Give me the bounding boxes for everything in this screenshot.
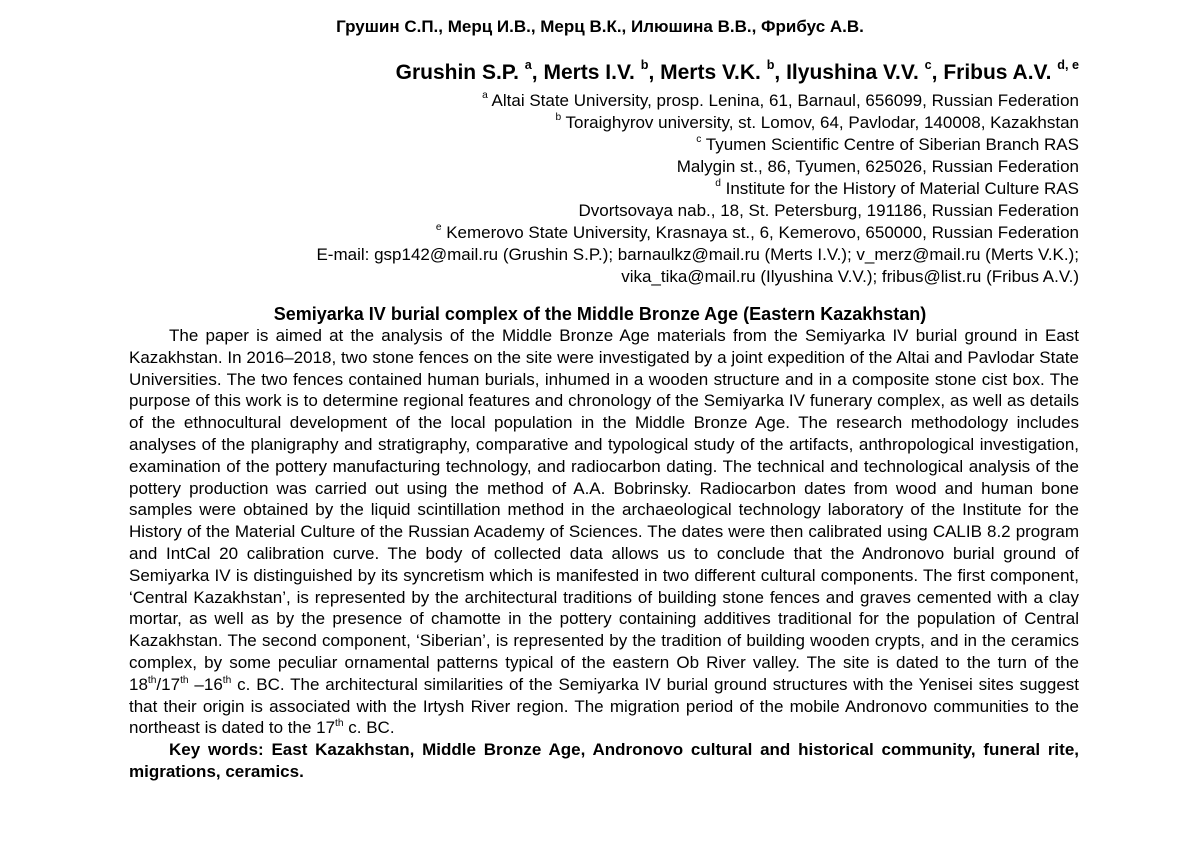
author-affiliation-mark: c [924,58,932,72]
russian-authors: Грушин С.П., Мерц И.В., Мерц В.К., Илюшина В.В., Фрибус А.В. [336,17,864,36]
abstract-text: c. BC. The architectural similarities of the Semiyarka IV burial ground structures with the Yenisei sites suggest that their origin is associated with the Irtysh River region. The migration period of the mobile Andronovo communities to the northeast is dated to the 17 [129,674,1080,738]
author-affiliation-mark: a [524,58,532,72]
affiliation-text: Toraighyrov university, st. Lomov, 64, Pavlodar, 140008, Kazakhstan [561,113,1079,132]
affiliation-text: Dvortsovaya nab., 18, St. Petersburg, 191186, Russian Federation [578,201,1079,220]
abstract-text: /17 [156,674,181,694]
affiliation-line [316,156,1079,178]
abstract-text: c. BC. [343,718,395,738]
ordinal-suffix: th [222,674,232,686]
affiliation-line [316,112,1079,134]
author-affiliation-mark: b [766,58,775,72]
affiliation-line [316,200,1079,222]
affiliation-line [316,266,1079,288]
affiliation-text: Tyumen Scientific Centre of Siberian Branch RAS [701,135,1079,154]
affiliation-text: E-mail: gsp142@mail.ru (Grushin S.P.); barnaulkz@mail.ru (Merts I.V.); v_merz@mail.ru (Merts V.K.); [316,245,1079,264]
author-name: Merts V.K. [660,61,767,84]
affiliation-text: Malygin st., 86, Tyumen, 625026, Russian Federation [676,157,1079,176]
article-title: Semiyarka IV burial complex of the Middle Bronze Age (Eastern Kazakhstan) [273,304,927,324]
affiliation-text: Institute for the History of Material Culture RAS [720,179,1079,198]
author-name: Grushin S.P. [395,61,525,84]
abstract-text: The paper is aimed at the analysis of the Middle Bronze Age materials from the Semiyarka IV burial ground in East Kazakhstan. In 2016–2018, two stone fences on the site were investigated by a joint expedition of the Altai and Pavlodar State Universities. The two fences contained human burials, inhumed in a wooden structure and in a composite stone cist box. The purpose of this work is to determine regional features and chronology of the Semiyarka IV funerary complex, as well as details of the ethnocultural development of the local population in the Middle Bronze Age. The research methodology includes analyses of the planigraphy and stratigraphy, comparative and typological study of the artifacts, anthropological investigation, examination of the pottery manufacturing technology, and radiocarbon dating. The technical and technological analysis of the pottery production was carried out using the method of A.A. Bobrinsky. Radiocarbon dates from wood and human bone samples were obtained by the liquid scintillation method in the archaeological technology laboratory of the Institute for the History of the Material Culture of the Russian Academy of Sciences. The dates were then calibrated using CALIB 8.2 program and IntCal 20 calibration curve. The body of collected data allows us to conclude that the Andronovo burial ground of Semiyarka IV is distinguished by its syncretism which is manifested in two different cultural components. The first component, ‘Central Kazakhstan’, is represented by the architectural traditions of building stone fences and graves cemented with a clay mortar, as well as by the presence of chamotte in the pottery containing additives traditional for the population of Central Kazakhstan. The second component, ‘Siberian’, is represented by the tradition of building wooden crypts, and in the ceramics complex, by some peculiar ornamental patterns typical of the eastern Ob River valley. The site is dated to the turn of the 18 [129,326,1079,694]
author-affiliation-mark: d, e [1057,58,1079,72]
affiliation-line [316,222,1079,244]
ordinal-suffix: th [147,674,157,686]
author-affiliation-mark: b [640,58,649,72]
affiliation-line [316,244,1079,266]
affiliation-mark: c [696,134,702,145]
ordinal-suffix: th [335,718,344,730]
abstract-paragraph [129,325,1079,739]
author-separator: , [774,61,787,84]
affiliation-mark: a [482,90,488,101]
abstract-text: –16 [188,674,223,694]
affiliation-mark: b [555,112,562,123]
author-name: Ilyushina V.V. [786,61,925,84]
english-authors [396,60,1079,86]
author-name: Fribus A.V. [943,61,1058,84]
affiliation-text: Altai State University, prosp. Lenina, 61, Barnaul, 656099, Russian Federation [487,91,1079,110]
author-separator: , [531,61,544,84]
ordinal-suffix: th [180,674,189,686]
affiliation-mark: d [715,178,721,189]
author-separator: , [648,61,661,84]
affiliation-text: Kemerovo State University, Krasnaya st., 6, Kemerovo, 650000, Russian Federation [441,223,1079,242]
affiliation-line [316,90,1079,112]
affiliations [316,90,1079,288]
author-name: Merts I.V. [543,61,641,84]
affiliation-line [316,134,1079,156]
keywords: Key words: East Kazakhstan, Middle Bronze Age, Andronovo cultural and historical community, funeral rite, migrations, ceramics. [129,740,1079,781]
affiliation-text: vika_tika@mail.ru (Ilyushina V.V.); fribus@list.ru (Fribus A.V.) [621,267,1079,286]
affiliation-mark: e [435,222,442,233]
author-separator: , [931,61,944,84]
affiliation-line [316,178,1079,200]
abstract [129,325,1079,783]
